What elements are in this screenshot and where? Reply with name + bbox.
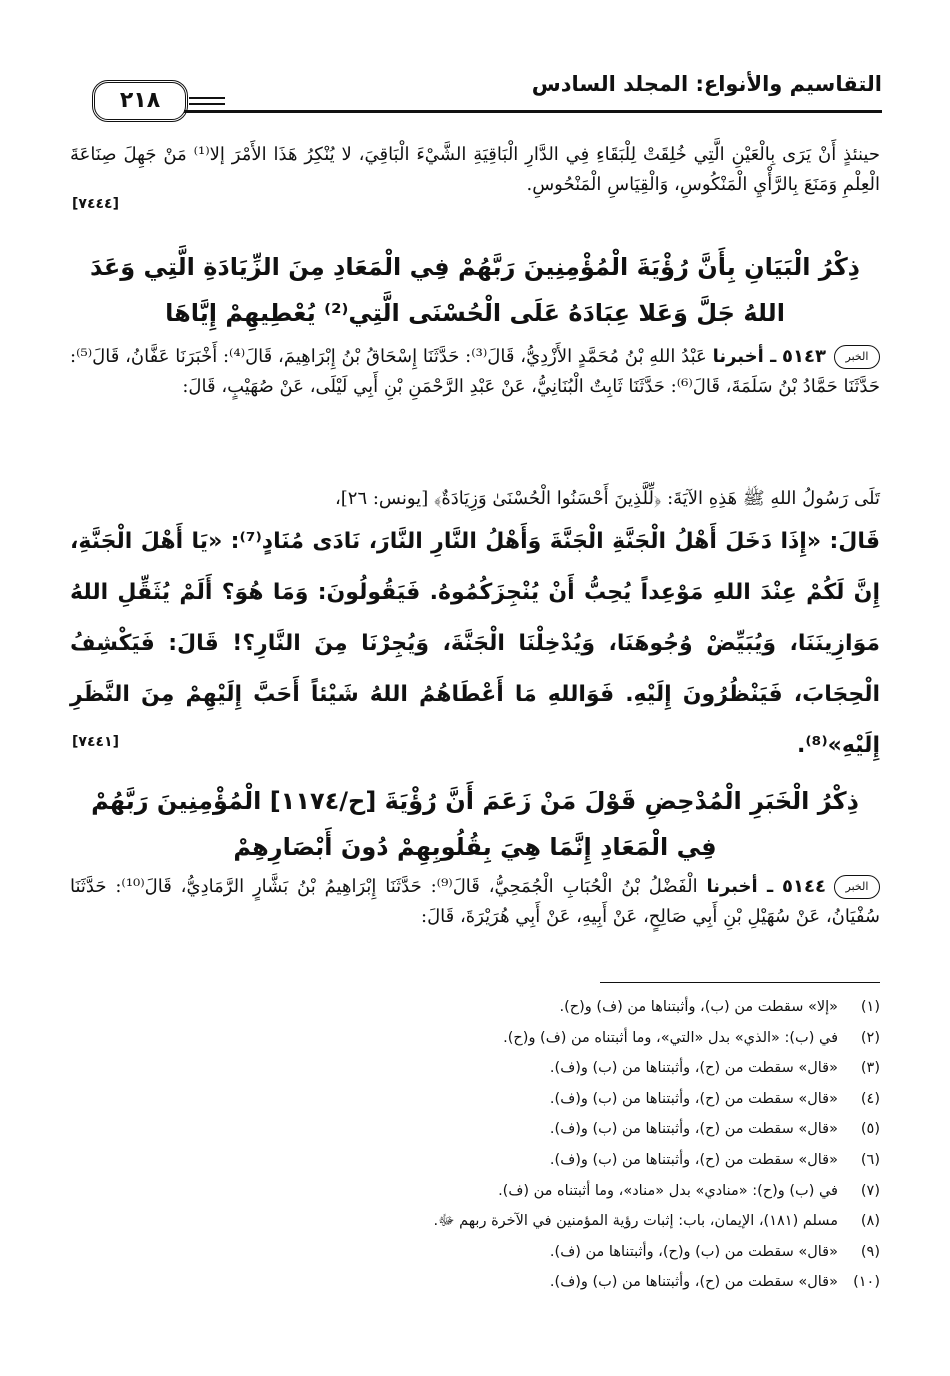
hadith-number: ٥١٤٤ xyxy=(782,876,826,897)
footnote-number: (٥) xyxy=(860,1121,880,1138)
footnote xyxy=(70,1023,880,1054)
hadith-reference: [٧٤٤١] xyxy=(72,734,119,750)
hadith-5143-matn: قَالَ: «إِذَا دَخَلَ أَهْلُ الْجَنَّةِ الْجَنَّةَ وَأَهْلُ النَّارِ النَّارَ، نَادَى مُنَادٍ⁽⁷⁾: «يَا أَهْلَ الْجَنَّةِ، إِنَّ لَكُمْ عِنْدَ اللهِ مَوْعِداً يُحِبُّ أَنْ يُنْجِزَكُمُوهُ. فَيَقُولُونَ: وَمَا هُوَ؟ أَلَمْ يُثَقِّلِ اللهُ مَوَازِينَنَا، وَيُبَيِّضْ وُجُوهَنَا، وَيُدْخِلْنَا الْجَنَّةَ، وَيُجِرْنَا مِنَ النَّارِ؟! قَالَ: فَيَكْشِفُ الْحِجَابَ، فَيَنْظُرُونَ إِلَيْهِ. فَوَاللهِ مَا أَعْطَاهُمُ اللهُ شَيْئاً أَحَبَّ إِلَيْهِمْ مِنَ النَّظَرِ إِلَيْهِ»⁽⁸⁾. xyxy=(70,529,880,758)
footnote-text: «قال» سقطت من (ح)، وأثبتناها من (ب) و(ف). xyxy=(549,1151,838,1168)
footnote-text: «قال» سقطت من (ح)، وأثبتناها من (ب) و(ف). xyxy=(549,1060,838,1077)
footnote-text: في (ب) و(ح): «منادي» بدل «مناد»، وما أثبتناه من (ف). xyxy=(498,1182,838,1199)
footnote xyxy=(70,1237,880,1268)
running-title: التقاسيم والأنواع: المجلد السادس xyxy=(531,72,882,96)
footnotes xyxy=(70,992,880,1298)
footnote-number: (١٠) xyxy=(853,1274,880,1291)
page-number: ٢١٨ xyxy=(92,80,188,122)
footnote-number: (٩) xyxy=(860,1243,880,1260)
footnote xyxy=(70,1145,880,1176)
footnote xyxy=(70,1084,880,1115)
footnote-number: (٧) xyxy=(860,1182,880,1199)
footnote xyxy=(70,1053,880,1084)
footnote-number: (٤) xyxy=(860,1090,880,1107)
footnote-text: «إلا» سقطت من (ب)، وأثبتناها من (ف) و(ح). xyxy=(559,999,838,1015)
khabar-icon: الخبر xyxy=(834,875,880,899)
hadith-reference: [٧٤٤٤] xyxy=(72,196,119,212)
hadith-lead: ـ أخبرنا xyxy=(706,876,774,897)
footnote-text: «قال» سقطت من (ب) و(ح)، وأثبتناها من (ف). xyxy=(549,1243,838,1260)
footnote-rule xyxy=(600,982,880,983)
hadith-5143-recitation: تَلَى رَسُولُ اللهِ ﷺ هَذِهِ الآيَةَ: ﴿لِّلَّذِينَ أَحْسَنُوا الْحُسْنَىٰ وَزِيَادَةٌ﴾ [يونس: ٢٦]، xyxy=(334,488,880,509)
footnote xyxy=(70,1267,880,1298)
section-heading: ذِكْرُ الْبَيَانِ بِأَنَّ رُؤْيَةَ الْمُؤْمِنِينَ رَبَّهُمْ فِي الْمَعَادِ مِنَ الزِّيَادَةِ الَّتِي وَعَدَ اللهُ جَلَّ وَعَلا عِبَادَهُ عَلَى الْحُسْنَى الَّتِي⁽²⁾ يُعْطِيهِمْ إِيَّاهَا xyxy=(90,253,860,327)
footnote xyxy=(70,1176,880,1207)
hadith-5144-isnad xyxy=(70,872,880,932)
hadith-number: ٥١٤٣ xyxy=(782,346,826,367)
header-rule xyxy=(184,110,882,113)
hadith-5143-isnad xyxy=(70,342,880,402)
footnote-number: (٨) xyxy=(860,1213,880,1230)
footnote-text: «قال» سقطت من (ح)، وأثبتناها من (ب) و(ف). xyxy=(549,1121,838,1138)
hadith-lead: ـ أخبرنا xyxy=(712,346,777,367)
paragraph-intro: حينئذٍ أَنْ يَرَى بِالْعَيْنِ الَّتِي خُلِقَتْ لِلْبَقَاءِ فِي الدَّارِ الْبَاقِيَةِ الشَّيْءَ الْبَاقِيَ، لا يُنْكِرُ هَذَا الأَمْرَ إلا⁽¹⁾ مَنْ جَهِلَ صِنَاعَةَ الْعِلْمِ وَمَنَعَ بِالرَّأْيِ الْمَنْكُوسِ، وَالْقِيَاسِ الْمَنْحُوسِ. xyxy=(70,144,880,195)
footnote-number: (١) xyxy=(860,999,880,1015)
footnote xyxy=(70,1206,880,1237)
footnote-text: مسلم (١٨١)، الإيمان، باب: إثبات رؤية المؤمنين في الآخرة ربهم ﷻ. xyxy=(433,1213,838,1230)
section-heading: ذِكْرُ الْخَبَرِ الْمُدْحِضِ قَوْلَ مَنْ زَعَمَ أَنَّ رُؤْيَةَ [ح/١١٧٤] الْمُؤْمِنِينَ رَبَّهُمْ فِي الْمَعَادِ إِنَّمَا هِيَ بِقُلُوبِهِمْ دُونَ أَبْصَارِهِمْ xyxy=(91,787,859,861)
footnote-number: (٣) xyxy=(860,1060,880,1077)
footnote-text: «قال» سقطت من (ح)، وأثبتناها من (ب) و(ف). xyxy=(549,1090,838,1107)
footnote-text: «قال» سقطت من (ح)، وأثبتناها من (ب) و(ف). xyxy=(549,1274,838,1291)
footnote xyxy=(70,1114,880,1145)
hadith-isnad-text: الْفَضْلُ بْنُ الْحُبَابِ الْجُمَحِيُّ، قَالَ⁽⁹⁾: حَدَّثَنَا إِبْرَاهِيمُ بْنُ بَشَّارٍ الرَّمَادِيُّ، قَالَ⁽¹⁰⁾: حَدَّثَنَا سُفْيَانُ، عَنْ سُهَيْلِ بْنِ أَبِي صَالِحٍ، عَنْ أَبِيهِ، عَنْ أَبِي هُرَيْرَةَ، قَالَ: xyxy=(70,876,880,927)
hadith-isnad-text: عَبْدُ اللهِ بْنُ مُحَمَّدٍ الأَزْدِيُّ، قَالَ⁽³⁾: حَدَّثَنَا إِسْحَاقُ بْنُ إِبْرَاهِيمَ، قَالَ⁽⁴⁾: أَخْبَرَنَا عَفَّانُ، قَالَ⁽⁵⁾: حَدَّثَنَا حَمَّادُ بْنُ سَلَمَةَ، قَالَ⁽⁶⁾: حَدَّثَنَا ثَابِتٌ الْبُنَانِيُّ، عَنْ عَبْدِ الرَّحْمَنِ بْنِ أَبِي لَيْلَى، عَنْ صُهَيْبٍ، قَالَ: xyxy=(70,346,880,397)
footnote-text: في (ب): «الذي» بدل «التي»، وما أثبتناه من (ف) و(ح). xyxy=(503,1029,838,1046)
footnote xyxy=(70,992,880,1023)
footnote-number: (٢) xyxy=(860,1029,880,1046)
khabar-icon: الخبر xyxy=(834,345,880,369)
footnote-number: (٦) xyxy=(860,1151,880,1168)
